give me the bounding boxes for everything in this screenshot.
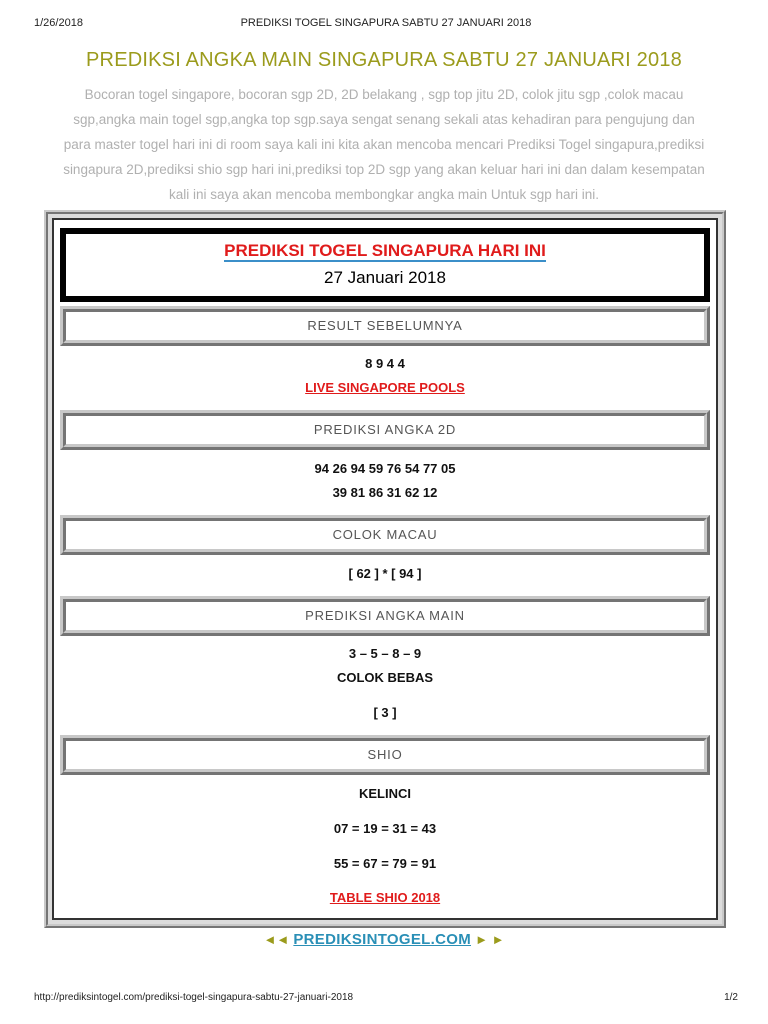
intro-line: Bocoran togel singapore, bocoran sgp 2D, 2D belakang , sgp top jitu 2D, colok jitu sgp ,colok macau <box>84 87 684 102</box>
page-number: 1/2 <box>724 992 738 1003</box>
section-angka2d-header: PREDIKSI ANGKA 2D <box>60 410 710 450</box>
print-footer <box>34 992 738 1006</box>
prev-arrow-icon[interactable]: ◄◄ <box>263 932 290 947</box>
table-shio-link[interactable]: TABLE SHIO 2018 <box>329 890 441 905</box>
result-numbers: 8 9 4 4 <box>365 356 405 371</box>
print-title: PREDIKSI TOGEL SINGAPURA SABTU 27 JANUARI 2018 <box>240 17 532 29</box>
next-arrow-icon[interactable]: ► ► <box>475 932 505 947</box>
site-nav <box>0 931 768 948</box>
section-shio-header: SHIO <box>60 735 710 775</box>
colok-macau-value: [ 62 ] * [ 94 ] <box>348 566 422 581</box>
intro-line: singapura 2D,prediksi shio sgp hari ini,prediksi top 2D sgp yang akan keluar hari ini dan dalam kesempatan <box>63 162 705 177</box>
hero-header <box>60 228 710 302</box>
print-date: 1/26/2018 <box>34 17 83 29</box>
print-url: http://prediksintogel.com/prediksi-togel-singapura-sabtu-27-januari-2018 <box>34 992 354 1003</box>
page-title: PREDIKSI ANGKA MAIN SINGAPURA SABTU 27 JANUARI 2018 <box>86 49 682 71</box>
angka2d-line: 94 26 94 59 76 54 77 05 <box>314 461 456 476</box>
live-singapore-pools-link[interactable]: LIVE SINGAPORE POOLS <box>305 380 465 395</box>
shio-numbers: 55 = 67 = 79 = 91 <box>333 856 437 871</box>
angka-main-value: 3 – 5 – 8 – 9 <box>348 646 422 661</box>
hero-title: PREDIKSI TOGEL SINGAPURA HARI INI <box>224 241 546 260</box>
intro-line: kali ini saya akan mencoba membongkar angka main Untuk sgp hari ini. <box>169 187 599 202</box>
section-result-header: RESULT SEBELUMNYA <box>60 306 710 346</box>
intro-line: para master togel hari ini di room saya kali ini kita akan mencoba mencari Prediksi Togel singapura,prediksi <box>63 137 705 152</box>
shio-name: KELINCI <box>359 786 411 801</box>
hero-date: 27 Januari 2018 <box>324 268 446 287</box>
prediction-box <box>44 210 726 928</box>
section-colok-macau-header: COLOK MACAU <box>60 515 710 555</box>
table-shio-link-wrap <box>54 890 716 905</box>
intro-paragraph <box>40 82 728 207</box>
prediction-box-inner <box>52 218 718 920</box>
site-link[interactable]: PREDIKSINTOGEL.COM <box>293 931 471 948</box>
section-angka-main-header: PREDIKSI ANGKA MAIN <box>60 596 710 636</box>
print-header <box>34 17 738 31</box>
live-singapore-pools-link-wrap <box>54 380 716 395</box>
intro-line: sgp,angka main togel sgp,angka top sgp.saya sengat senang sekali atas kehadiran para pengujung dan <box>73 112 695 127</box>
colok-bebas-label: COLOK BEBAS <box>336 670 434 685</box>
angka2d-line: 39 81 86 31 62 12 <box>332 485 438 500</box>
shio-numbers: 07 = 19 = 31 = 43 <box>333 821 437 836</box>
colok-bebas-value: [ 3 ] <box>373 705 397 720</box>
